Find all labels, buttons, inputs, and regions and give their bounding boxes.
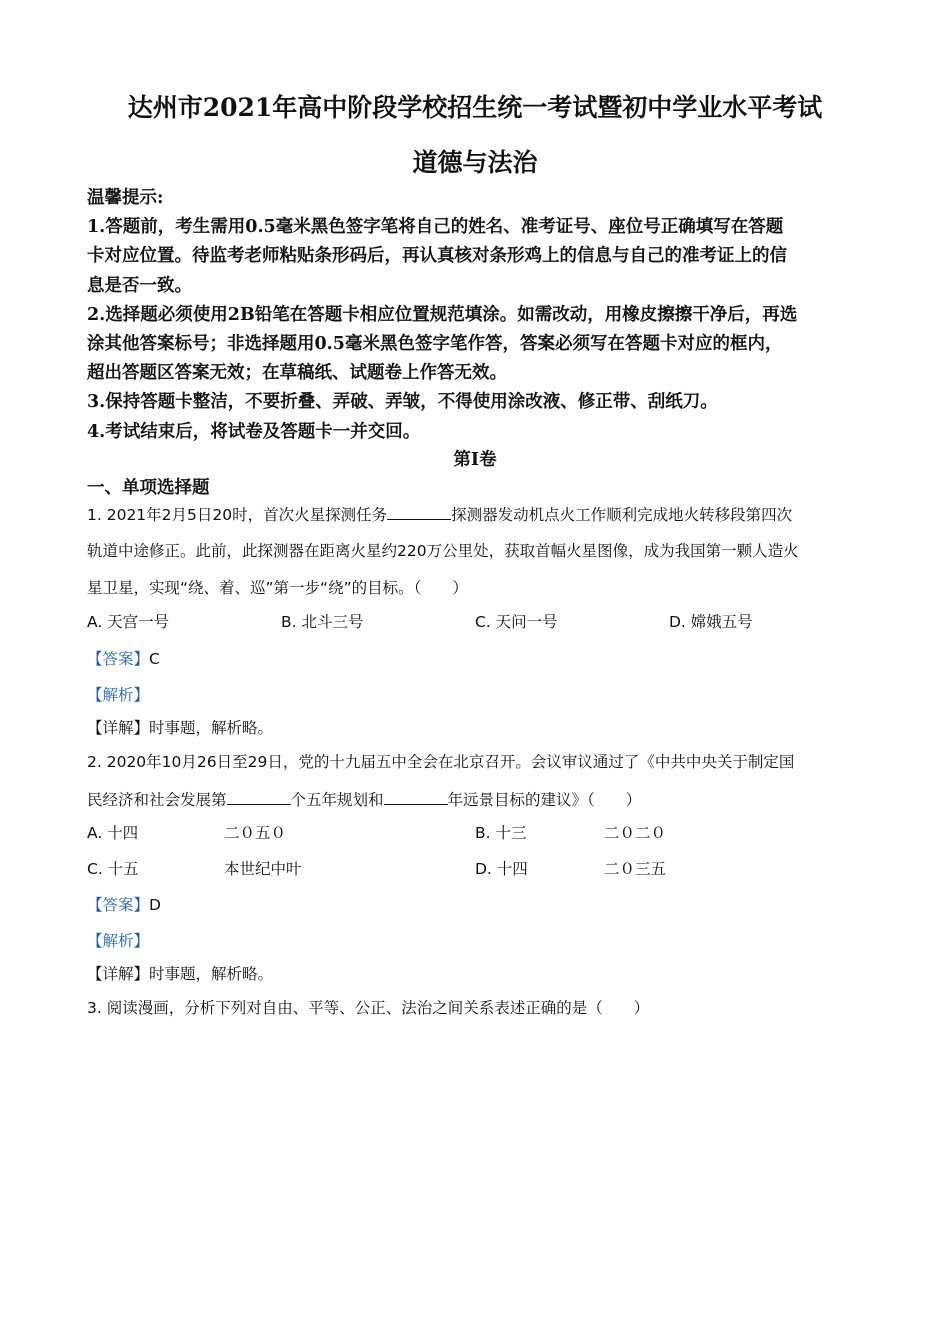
q1-line3: 星卫星，实现“绕、着、巡”第一步“绕”的目标。（ ） (87, 579, 468, 597)
notice-line: 2.选择题必须使用2B铅笔在答题卡相应位置规范填涂。如需改动，用橡皮擦擦干净后，再选 (87, 304, 798, 325)
q1-option-c: C. 天问一号 (475, 613, 558, 631)
fill-blank (227, 788, 291, 805)
q1-option-a: A. 天宫一号 (87, 613, 170, 631)
notice-block (87, 184, 877, 447)
notice-line: 超出答题区答案无效；在草稿纸、试题卷上作答无效。 (87, 363, 507, 384)
q2-text: 个五年规划和 (290, 791, 384, 809)
fill-blank (384, 788, 448, 805)
q1-line2: 轨道中途修正。此前，此探测器在距离火星约220万公里处，获取首幅火星图像，成为我国第一颗人造火 (87, 542, 799, 560)
q2-option-a-letter: A. 十四 (87, 824, 139, 842)
subject-title: 道德与法治 (412, 148, 538, 177)
answer-label: 【答案】 (87, 896, 150, 914)
q2-detail: 【详解】时事题，解析略。 (87, 965, 274, 983)
exam-title: 达州市2021年高中阶段学校招生统一考试暨初中学业水平考试 (127, 93, 823, 122)
q1-analysis-label: 【解析】 (87, 686, 150, 704)
q2-line1: 2. 2020年10月26日至29日，党的十九届五中全会在北京召开。会议审议通过了《中共中央关于制定国 (87, 753, 795, 771)
q1-option-d: D. 嫦娥五号 (669, 613, 753, 631)
q2-text: 民经济和社会发展第 (87, 791, 227, 809)
q3-line1: 3. 阅读漫画，分析下列对自由、平等、公正、法治之间关系表述正确的是（ ） (87, 999, 650, 1017)
notice-heading: 温馨提示: (87, 188, 164, 208)
q1-answer (87, 648, 160, 670)
q1-text: 1. 2021年2月5日20时，首次火星探测任务 (87, 506, 388, 524)
q2-analysis-label: 【解析】 (87, 932, 150, 950)
notice-line: 卡对应位置。待监考老师粘贴条形码后，再认真核对条形鸡上的信息与自己的准考证上的信 (87, 246, 787, 267)
notice-line: 4.考试结束后，将试卷及答题卡一并交回。 (87, 421, 421, 442)
answer-value: D (149, 896, 161, 914)
q2-option-b-value: 二０二０ (604, 824, 667, 842)
notice-line: 1.答题前，考生需用0.5毫米黑色签字笔将自己的姓名、准考证号、座位号正确填写在答题 (87, 217, 784, 238)
q2-option-c-letter: C. 十五 (87, 860, 139, 878)
notice-line: 3.保持答题卡整洁，不要折叠、弄破、弄皱，不得使用涂改液、修正带、刮纸刀。 (87, 392, 718, 413)
notice-line: 涂其他答案标号；非选择题用0.5毫米黑色签字笔作答，答案必须写在答题卡对应的框内， (87, 334, 783, 355)
q2-answer (87, 894, 161, 916)
q2-option-c-value: 本世纪中叶 (224, 860, 302, 878)
q1-option-b: B. 北斗三号 (281, 613, 364, 631)
fill-blank (387, 503, 451, 520)
q1-detail: 【详解】时事题，解析略。 (87, 719, 274, 737)
answer-value: C (149, 650, 160, 668)
q2-option-d-letter: D. 十四 (475, 860, 528, 878)
q2-option-a-value: 二０五０ (224, 824, 287, 842)
q2-line2 (87, 788, 641, 811)
q1-text: 探测器发动机点火工作顺利完成地火转移段第四次 (451, 506, 793, 524)
part-title: 一、单项选择题 (87, 478, 210, 498)
answer-label: 【答案】 (87, 650, 150, 668)
q2-text: 年远景目标的建议》（ ） (447, 791, 642, 809)
q2-option-d-value: 二０三五 (604, 860, 667, 878)
q1-line1 (87, 503, 792, 526)
q2-option-b-letter: B. 十三 (475, 824, 527, 842)
notice-line: 息是否一致。 (87, 275, 192, 296)
volume-title: 第Ⅰ卷 (453, 450, 497, 470)
